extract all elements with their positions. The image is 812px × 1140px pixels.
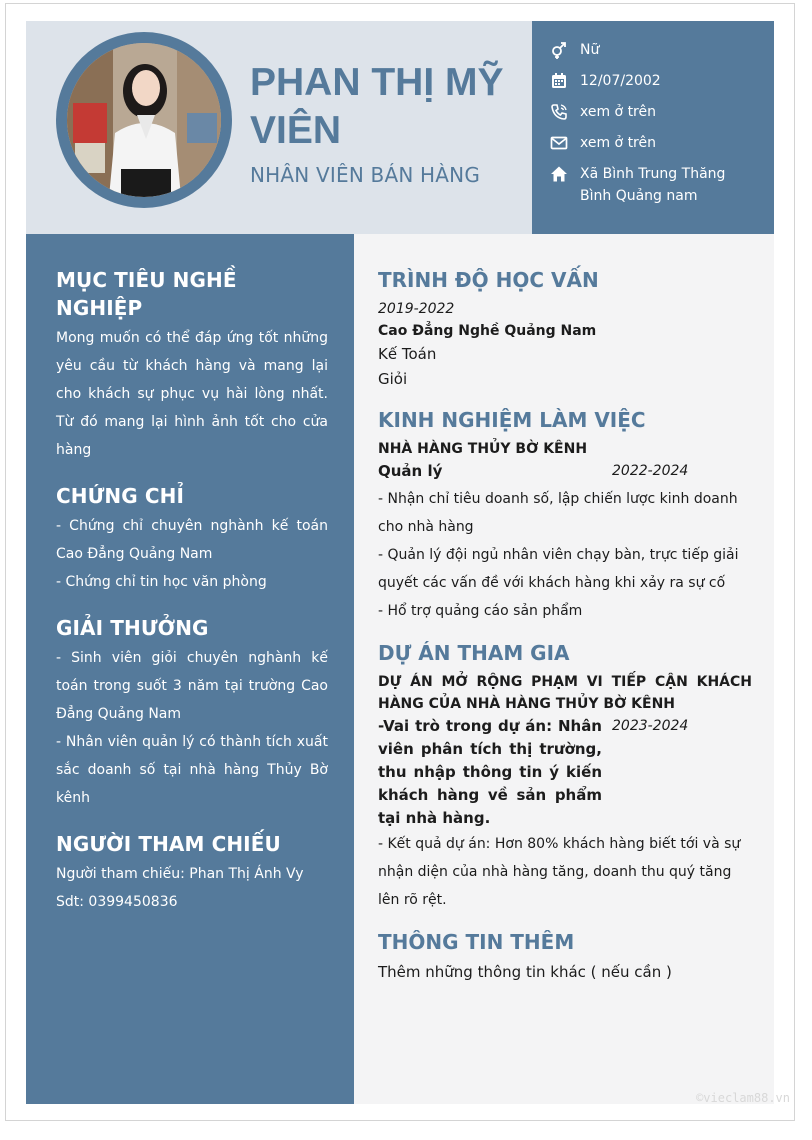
reference-phone: Sdt: 0399450836 [56, 894, 178, 910]
project-role-row [378, 715, 752, 830]
address-value: Xã Bình Trung Thăng Bình Quảng nam [580, 166, 726, 204]
additional-section [378, 928, 752, 985]
awards-section [56, 614, 328, 812]
certificates-section [56, 482, 328, 596]
experience-role-row [378, 460, 752, 482]
project-result: - Kết quả dự án: Hơn 80% khách hàng biết tới và sự nhận diện của nhà hàng tăng, doanh thu quý tăng lên rõ rệt. [378, 836, 741, 908]
gender-value: Nữ [580, 42, 600, 58]
avatar-ring [56, 32, 232, 208]
education-section [378, 266, 752, 392]
objective-text: Mong muốn có thể đáp ứng tốt những yêu cầu từ khách hàng và mang lại cho khách sự phục vụ hài lòng nhất. Từ đó mang lại hình ảnh tốt cho cửa hàng [56, 330, 328, 458]
education-grade: Giỏi [378, 370, 408, 388]
certificates-heading: CHỨNG CHỈ [56, 484, 184, 508]
school-name: Cao Đẳng Nghề Quảng Nam [378, 323, 597, 339]
objective-section [56, 266, 328, 464]
candidate-name: PHAN THỊ MỸ VIÊN [250, 61, 504, 152]
experience-role: Quản lý [378, 462, 443, 480]
calendar-icon [550, 70, 580, 92]
objective-heading: MỤC TIÊU NGHỀ NGHIỆP [56, 268, 237, 320]
phone-value: xem ở trên [580, 104, 656, 120]
experience-item: - Quản lý đội ngủ nhân viên chạy bàn, trực tiếp giải quyết các vấn đề với khách hàng khi xảy ra sự cố [378, 547, 739, 591]
education-years: 2019-2022 [378, 301, 455, 317]
project-role: -Vai trò trong dự án: Nhân viên phân tích thị trường, thu nhập thông tin ý kiến khách hàng về sản phẩm tại nhà hàng. [378, 717, 602, 827]
reference-heading: NGƯỜI THAM CHIẾU [56, 832, 281, 856]
projects-heading: DỰ ÁN THAM GIA [378, 641, 570, 665]
right-column [354, 234, 774, 1104]
experience-section [378, 406, 752, 625]
experience-item: - Nhận chỉ tiêu doanh số, lập chiến lược kinh doanh cho nhà hàng [378, 491, 738, 535]
project-period: 2023-2024 [612, 718, 689, 734]
phone-icon [550, 101, 580, 123]
experience-heading: KINH NGHIỆM LÀM VIỆC [378, 408, 646, 432]
education-major: Kế Toán [378, 345, 437, 363]
certificate-item: - Chứng chỉ tin học văn phòng [56, 574, 267, 590]
portrait-photo [67, 43, 221, 197]
award-item: - Nhân viên quản lý có thành tích xuất sắc doanh số tại nhà hàng Thủy Bờ kênh [56, 734, 328, 806]
company-name: NHÀ HÀNG THỦY BỜ KÊNH [378, 441, 588, 457]
left-column [26, 234, 354, 1104]
email-value: xem ở trên [580, 135, 656, 151]
experience-item: - Hổ trợ quảng cáo sản phẩm [378, 603, 583, 619]
award-item: - Sinh viên giỏi chuyên nghành kế toán trong suốt 3 năm tại trường Cao Đẳng Quảng Nam [56, 650, 328, 722]
gender-icon [550, 39, 580, 61]
project-name: DỰ ÁN MỞ RỘNG PHẠM VI TIẾP CẬN KHÁCH HÀNG CỦA NHÀ HÀNG THỦY BỜ KÊNH [378, 674, 752, 712]
additional-text: Thêm những thông tin khác ( nếu cần ) [378, 963, 672, 981]
contact-address [550, 163, 774, 207]
contact-panel [532, 21, 774, 234]
experience-period: 2022-2024 [612, 463, 689, 479]
awards-heading: GIẢI THƯỞNG [56, 616, 209, 640]
avatar [67, 43, 221, 197]
birthdate-value: 12/07/2002 [580, 73, 661, 89]
watermark: ©vieclam88.vn [696, 1091, 790, 1105]
reference-section [56, 830, 328, 916]
home-icon [550, 163, 580, 185]
email-icon [550, 132, 580, 154]
additional-heading: THÔNG TIN THÊM [378, 930, 575, 954]
reference-name: Người tham chiếu: Phan Thị Ánh Vy [56, 866, 304, 882]
certificate-item: - Chứng chỉ chuyên nghành kế toán Cao Đẳng Quảng Nam [56, 518, 328, 562]
contact-email [550, 132, 774, 154]
projects-section [378, 639, 752, 914]
contact-gender [550, 39, 774, 61]
contact-phone [550, 101, 774, 123]
job-title: NHÂN VIÊN BÁN HÀNG [250, 163, 481, 187]
contact-birthdate [550, 70, 774, 92]
education-heading: TRÌNH ĐỘ HỌC VẤN [378, 268, 599, 292]
